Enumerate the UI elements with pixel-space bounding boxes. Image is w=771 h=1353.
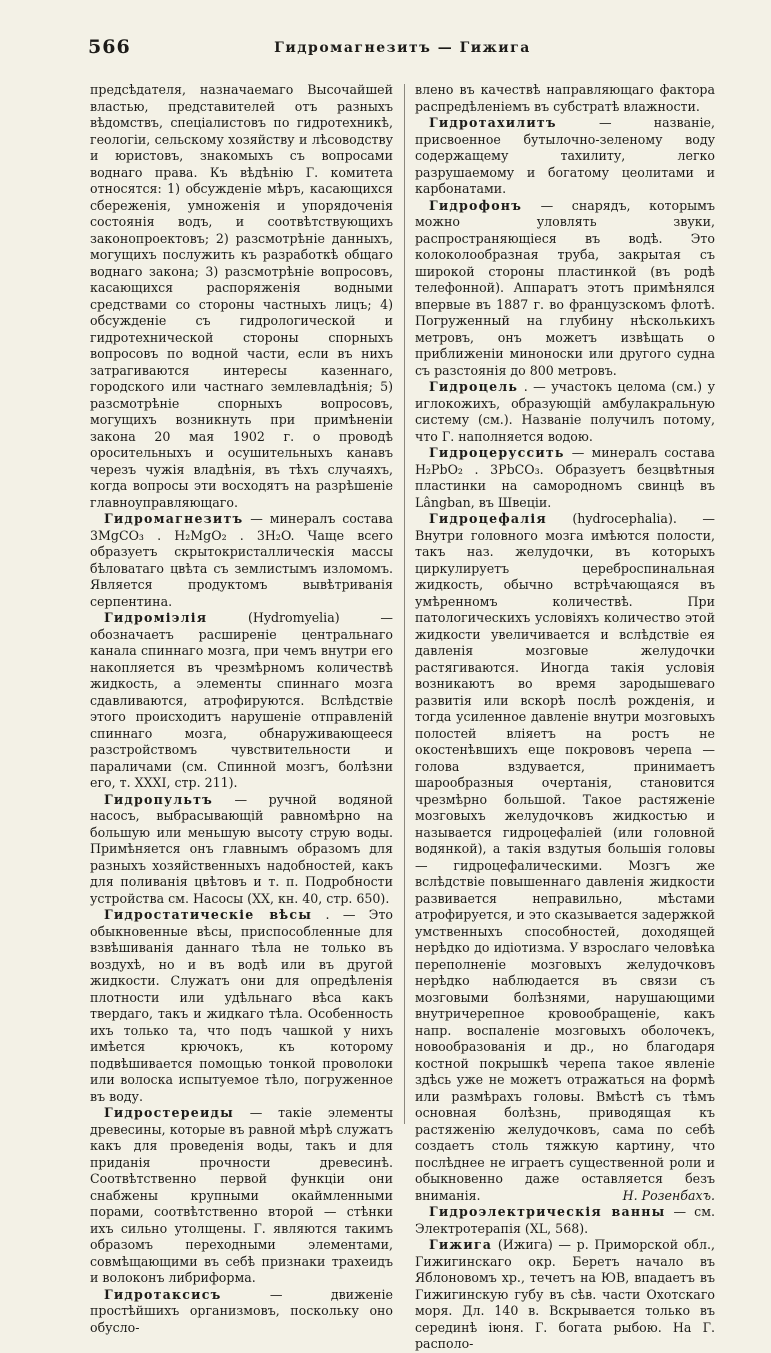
entry-text: — снарядъ, которымъ можно уловлять звуки, распространяющіеся въ водѣ. Это колоколообразная труба, закрытая съ широкой стороны пластинкой (въ родѣ телефонной). Аппаратъ этотъ примѣнялся впервые въ 1887 г. во французскомъ флотѣ. Погруженный на глубину нѣсколькихъ метровъ, онъ можетъ извѣщать о приближеніи миноноски или другого судна съ разстоянія до 800 метровъ. <box>415 197 715 378</box>
entry-headword: Гидрофонъ <box>429 197 523 213</box>
running-head: Гидромагнезитъ — Гижига <box>274 40 531 56</box>
article-entry <box>90 1105 393 1287</box>
entry-text: — ручной водяной насосъ, выбрасывающій равномѣрно на большую или меньшую высоту струю воды. Примѣняется онъ главнымъ образомъ для разныхъ хозяйственныхъ надобностей, какъ для поливанія цвѣтовъ и т. п. Подробности устройства см. Насосы (XX, кн. 40, стр. 650). <box>90 791 393 906</box>
continued-text <box>415 82 715 115</box>
entry-text: предсѣдателя, назначаемаго Высочайшей властью, представителей отъ разныхъ вѣдомствъ, спеціалистовъ по гидротехникѣ, геологіи, сельскому хозяйству и лѣсоводству и юристовъ, знакомыхъ съ вопросами воднаго права. Къ вѣдѣнію Г. комитета относятся: 1) обсужденіе мѣръ, касающихся сбереженія, умноженія и упорядоченія состоянія водъ, и соотвѣтствующихъ законопроектовъ; 2) разсмотрѣніе данныхъ, могущихъ послужить къ разработкѣ общаго воднаго закона; 3) разсмотрѣніе вопросовъ, касающихся распоряженія водными средствами со стороны частныхъ лицъ; 4) обсужденіе съ гидрологической и гидротехнической стороны спорныхъ вопросовъ по водной части, если въ нихъ затрагиваются интересы казеннаго, городского или частнаго землевладѣнія; 5) разсмотрѣніе спорныхъ вопросовъ, могущихъ возникнуть при примѣненіи закона 20 мая 1902 г. о проводѣ оросительныхъ и осушительныхъ канавъ черезъ чужія владѣнія, въ тѣхъ случаяхъ, когда вопросы эти восходятъ на разрѣшеніе главноуправляющаго. <box>90 82 393 510</box>
article-entry <box>415 1237 715 1353</box>
article-entry <box>90 511 393 610</box>
article-entry <box>415 1204 715 1237</box>
entry-text: — минералъ состава H₂PbO₂ . 3PbCO₃. Образуетъ безцвѣтныя пластинки на самородномъ свинцѣ въ Lângban, въ Швеціи. <box>415 445 715 510</box>
author-signature: Н. Розенбахъ. <box>622 1187 715 1203</box>
entry-headword: Гидростатическіе вѣсы <box>104 907 313 922</box>
entry-headword: Гидростереиды <box>104 1105 234 1120</box>
article-entry <box>415 198 715 380</box>
right-column <box>415 82 715 1351</box>
article-entry <box>90 792 393 908</box>
entry-headword: Гидроэлектрическія ванны <box>429 1204 666 1219</box>
article-entry <box>90 1287 393 1337</box>
entry-headword: Гижига <box>429 1237 493 1252</box>
entry-text: — движеніе простѣйшихъ организмовъ, поскольку оно обусло- <box>90 1286 393 1335</box>
entry-text: — названіе, присвоенное бутылочно-зеленому воду содержащему тахилиту, легко разрушаемому и богатому цеолитами и карбонатами. <box>415 115 715 196</box>
entry-text: — см. Электротерапія (XL, 568). <box>415 1204 715 1236</box>
entry-text: (Hydromyelia) — обозначаетъ расширеніе центральнаго канала спиннаго мозга, при чемъ внутри его накопляется въ чрезмѣрномъ количествѣ жидкость, а элементы спиннаго мозга сдавливаются, атрофируются. Вслѣдствіе этого происходитъ нарушеніе отправленій спиннаго мозга, обнаруживающееся разстройствомъ чувствительности и параличами (см. Спинной мозгъ, болѣзни его, т. XXXI, стр. 211). <box>90 610 393 790</box>
entry-headword: Гидроцель <box>429 379 519 394</box>
entry-text: — такіе элементы древесины, которые въ равной мѣрѣ служатъ какъ для проведенія воды, такъ и для приданія прочности древесинѣ. Соотвѣтственно первой функціи они снабжены крупными окаймленными порами, соотвѣтственно второй — стѣнки ихъ сильно утолщены. Г. являются такимъ образомъ переходными элементами, совмѣщающими въ себѣ признаки трахеидъ и волоконъ либриформа. <box>90 1105 393 1285</box>
entry-headword: Гидроцеруссить <box>429 445 565 460</box>
entry-headword: Гидромагнезитъ <box>104 511 244 526</box>
page-header <box>88 36 717 66</box>
article-entry <box>90 907 393 1105</box>
article-entry <box>415 379 715 445</box>
entry-text: . — участокъ целома (см.) у иглокожихъ, образующій амбулакральную систему (см.). Названіе получилъ потому, что Г. наполняется водою. <box>415 379 715 444</box>
article-entry <box>415 115 715 198</box>
article-entry <box>90 610 393 792</box>
entry-text: (Ижига) — р. Приморской обл., Гижигинскаго окр. Беретъ начало въ Яблоновомъ хр., течетъ на ЮВ, впадаетъ въ Гижигинскую губу въ сѣв. части Охотскаго моря. Дл. 140 в. Вскрывается только въ серединѣ іюня. Г. богата рыбою. На Г. располо- <box>415 1237 715 1351</box>
entry-text: . — Это обыкновенные вѣсы, приспособленные для взвѣшиванія даннаго тѣла не только въ воздухѣ, но и въ водѣ или въ другой жидкости. Служатъ они для опредѣленія плотности или удѣльнаго вѣса какъ твердаго, такъ и жидкаго тѣла. Особенность ихъ только та, что подъ чашкой у нихъ имѣется крючокъ, къ которому подвѣшивается помощью тонкой проволоки или волоска испытуемое тѣло, погруженное въ воду. <box>90 907 393 1104</box>
page-number: 566 <box>88 36 131 58</box>
entry-headword: Гидропультъ <box>104 791 214 807</box>
column-divider <box>404 84 405 1124</box>
continued-text <box>90 82 393 511</box>
entry-text: (hydrocephalia). — Внутри головного мозга имѣются полости, такъ наз. желудочки, въ которыхъ циркулируетъ цереброспинальная жидкость, обычно встрѣчающаяся въ умѣренномъ количествѣ. При патологическихъ условіяхъ количество этой жидкости увеличивается и вслѣдствіе ея давленія мозговые желудочки растягиваются. Иногда такія условія возникаютъ во время зародышеваго развитія или вскорѣ послѣ рожденія, и тогда усиленное давленіе внутри мозговыхъ полостей вліяетъ на ростъ не окостенѣвшихъ еще покрововъ черепа — голова вздувается, принимаетъ шарообразныя очертанія, становится чрезмѣрно большой. Такое растяженіе мозговыхъ желудочковъ жидкостью и называется гидроцефаліей (или головной водянкой), а такія вздутыя большія головы — гидроцефалическими. Мозгъ же вслѣдствіе повышеннаго давленія жидкости развивается неправильно, мѣстами атрофируется, и это сказывается задержкой умственныхъ способностей, доходящей нерѣдко до идіотизма. У взрослаго человѣка переполненіе мозговыхъ желудочковъ нерѣдко наблюдается въ связи съ мозговыми болѣзнями, нарушающими внутричерепное кровообращеніе, какъ напр. воспаленіе мозговыхъ оболочекъ, новообразованія и др., но благодаря костной покрышкѣ черепа такое явленіе здѣсь уже не можетъ отражаться на формѣ или размѣрахъ головы. Вмѣстѣ съ тѣмъ основная болѣзнь, приводящая къ растяженію желудочковъ, сама по себѣ создаетъ столь тяжкую картину, что послѣднее не играетъ существенной роли и обыкновенно даже оставляется безъ вниманія. <box>415 511 715 1203</box>
entry-headword: Гидротахилитъ <box>429 115 557 130</box>
entry-text: — минералъ состава 3MgCO₃ . H₂MgO₂ . 3H₂O. Чаще всего образуетъ скрытокристаллическія массы бѣловатаго цвѣта съ землистымъ изломомъ. Является продуктомъ вывѣтриванія серпентина. <box>90 511 393 609</box>
left-column <box>90 82 393 1335</box>
article-entry <box>415 445 715 511</box>
article-entry <box>415 511 715 1204</box>
entry-headword: Гидроміэлія <box>104 610 208 625</box>
entry-text: влено въ качествѣ направляющаго фактора распредѣленіемъ въ субстратѣ влажности. <box>415 82 715 114</box>
entry-headword: Гидроцефалія <box>429 511 547 526</box>
entry-headword: Гидротаксисъ <box>104 1286 222 1302</box>
